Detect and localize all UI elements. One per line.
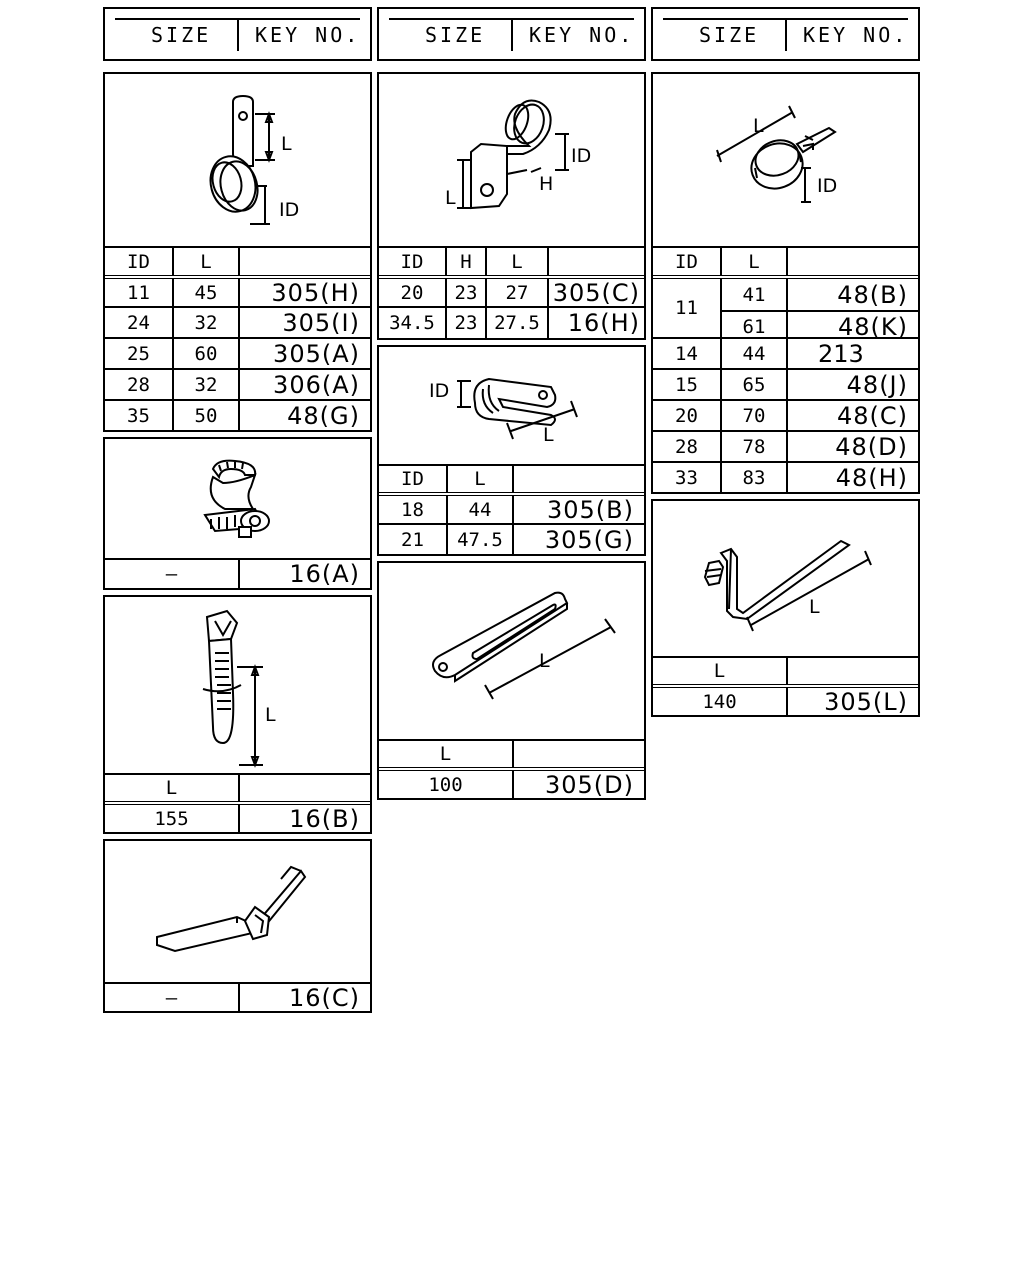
col-header-key bbox=[786, 658, 918, 684]
col-header-l: L bbox=[165, 777, 178, 799]
dim-label-id: ID bbox=[571, 145, 592, 167]
clip-a-panel bbox=[103, 437, 372, 590]
cell-l: 61 bbox=[720, 310, 786, 341]
cell-id: 21 bbox=[401, 528, 424, 551]
cell-id: 28 bbox=[675, 435, 698, 458]
col-header-id: ID bbox=[400, 250, 424, 273]
lclip-panel bbox=[651, 499, 920, 717]
dim-label-l: L bbox=[281, 133, 292, 155]
dim-label-l: L bbox=[445, 187, 456, 209]
cell-key: 48(H) bbox=[786, 463, 918, 492]
table-header-row bbox=[379, 739, 644, 767]
dim-label-l: L bbox=[539, 650, 550, 672]
cell-l: 41 bbox=[720, 279, 786, 310]
cell-key: 305(H) bbox=[238, 279, 370, 306]
uclip-panel bbox=[377, 345, 646, 556]
table-row bbox=[653, 684, 918, 715]
cell-key: 16(H) bbox=[547, 308, 644, 338]
cell-h: 23 bbox=[445, 279, 485, 306]
clip-c-drawing bbox=[105, 841, 370, 982]
cell-id: 20 bbox=[675, 404, 698, 427]
table-row bbox=[653, 399, 918, 430]
header-key-label: KEY NO. bbox=[255, 23, 361, 47]
col-header-key bbox=[238, 248, 370, 275]
cell-id: 25 bbox=[127, 342, 150, 365]
header-size-label: SIZE bbox=[151, 23, 212, 47]
cell-key: 16(A) bbox=[238, 560, 370, 588]
cell-key: 305(D) bbox=[512, 771, 644, 798]
cell-l: 78 bbox=[720, 432, 786, 461]
dim-label-l: L bbox=[265, 704, 276, 726]
cell-key: 48(G) bbox=[238, 401, 370, 430]
table-header-row bbox=[653, 246, 918, 275]
table-row bbox=[105, 982, 370, 1011]
cell-id: 35 bbox=[127, 404, 150, 427]
cell-l: 65 bbox=[720, 370, 786, 399]
table-row bbox=[105, 275, 370, 306]
header-size-key-1 bbox=[103, 7, 372, 61]
clamp-id-panel bbox=[103, 72, 372, 432]
table-row bbox=[105, 801, 370, 832]
uclip-drawing bbox=[379, 347, 644, 464]
cell-key: 48(J) bbox=[786, 370, 918, 399]
cell-id: 11 bbox=[127, 281, 150, 304]
table-row bbox=[379, 275, 644, 306]
cell-l: 47.5 bbox=[446, 525, 512, 554]
cell-l: 32 bbox=[172, 308, 238, 337]
cell-l: 32 bbox=[172, 370, 238, 399]
cell-id: 20 bbox=[400, 281, 424, 304]
table-row bbox=[105, 558, 370, 588]
strap-drawing bbox=[379, 563, 644, 739]
bracket-panel bbox=[377, 72, 646, 340]
cell-h: 23 bbox=[445, 308, 485, 338]
dim-label-l: L bbox=[809, 596, 820, 618]
table-row bbox=[105, 368, 370, 399]
cell-key: 48(D) bbox=[786, 432, 918, 461]
col-header-l: L bbox=[172, 248, 238, 275]
clamp-drawing bbox=[105, 74, 370, 246]
table-row bbox=[653, 337, 918, 368]
band-drawing bbox=[653, 74, 918, 246]
dim-label-id: ID bbox=[429, 380, 450, 402]
cell-l: 155 bbox=[154, 807, 189, 830]
col-header-key bbox=[238, 775, 370, 801]
cell-id: 18 bbox=[401, 498, 424, 521]
col-header-l: L bbox=[485, 248, 547, 275]
cell-l: 100 bbox=[428, 773, 463, 796]
table-row bbox=[379, 306, 644, 338]
table-row bbox=[653, 461, 918, 492]
table-row bbox=[379, 492, 644, 523]
cell-l: 140 bbox=[702, 690, 737, 713]
cell-key: 305(B) bbox=[512, 496, 644, 523]
cell-key: 305(C) bbox=[547, 279, 644, 306]
cell-l: 50 bbox=[172, 401, 238, 430]
col-header-h: H bbox=[445, 248, 485, 275]
table-header-row bbox=[379, 246, 644, 275]
table-row-group bbox=[653, 275, 918, 341]
cell-key: 305(L) bbox=[786, 688, 918, 715]
col-header-l: L bbox=[446, 466, 512, 492]
col-header-key bbox=[786, 248, 918, 275]
cell-key: 48(B) bbox=[786, 279, 918, 310]
table-row bbox=[105, 306, 370, 337]
table-row bbox=[105, 337, 370, 368]
cell-l: 27 bbox=[485, 279, 547, 306]
clip-c-panel bbox=[103, 839, 372, 1013]
cell-size: — bbox=[165, 563, 178, 585]
cell-l: 60 bbox=[172, 339, 238, 368]
table-row bbox=[653, 368, 918, 399]
col-header-id: ID bbox=[401, 468, 424, 490]
cell-l: 44 bbox=[446, 496, 512, 523]
dim-label-id: ID bbox=[279, 199, 300, 221]
header-size-key-3 bbox=[651, 7, 920, 61]
band-panel bbox=[651, 72, 920, 494]
cell-id: 24 bbox=[127, 311, 150, 334]
bracket-drawing bbox=[379, 74, 644, 246]
cell-l: 44 bbox=[720, 339, 786, 368]
cell-key: 213 bbox=[786, 339, 918, 368]
cell-key: 48(C) bbox=[786, 401, 918, 430]
cell-key: 305(A) bbox=[238, 339, 370, 368]
cell-id: 15 bbox=[675, 373, 698, 396]
lclip-drawing bbox=[653, 501, 918, 656]
cell-l: 70 bbox=[720, 401, 786, 430]
table-header-row bbox=[653, 656, 918, 684]
cell-id: 14 bbox=[675, 342, 698, 365]
cell-key: 306(A) bbox=[238, 370, 370, 399]
cell-key: 48(K) bbox=[786, 310, 918, 341]
col-header-id: ID bbox=[127, 250, 150, 273]
table-header-row bbox=[105, 246, 370, 275]
col-header-l: L bbox=[713, 660, 726, 682]
cell-key: 16(C) bbox=[238, 984, 370, 1011]
cell-key: 16(B) bbox=[238, 805, 370, 832]
col-header-key bbox=[547, 248, 644, 275]
table-row bbox=[379, 523, 644, 554]
strap-panel bbox=[377, 561, 646, 800]
dim-label-id: ID bbox=[817, 175, 838, 197]
dim-label-l: L bbox=[543, 424, 554, 446]
cell-id: 28 bbox=[127, 373, 150, 396]
tie-b-drawing bbox=[105, 597, 370, 773]
table-row bbox=[653, 430, 918, 461]
col-header-key bbox=[512, 466, 644, 492]
header-size-label: SIZE bbox=[425, 23, 486, 47]
cell-id: 34.5 bbox=[389, 312, 435, 334]
cell-l: 45 bbox=[172, 279, 238, 306]
cell-size: — bbox=[165, 986, 178, 1009]
header-size-label: SIZE bbox=[699, 23, 760, 47]
cell-key: 305(I) bbox=[238, 308, 370, 337]
cell-key: 305(G) bbox=[512, 525, 644, 554]
header-key-label: KEY NO. bbox=[803, 23, 909, 47]
col-header-key bbox=[512, 741, 644, 767]
dim-label-l: L bbox=[753, 115, 764, 137]
col-header-l: L bbox=[720, 248, 786, 275]
cell-id: 11 bbox=[675, 297, 698, 319]
col-header-l: L bbox=[439, 743, 452, 765]
table-row bbox=[379, 767, 644, 798]
header-key-label: KEY NO. bbox=[529, 23, 635, 47]
col-header-id: ID bbox=[675, 250, 698, 273]
table-header-row bbox=[379, 464, 644, 492]
clip-a-drawing bbox=[105, 439, 370, 558]
tie-b-panel bbox=[103, 595, 372, 834]
table-row bbox=[105, 399, 370, 430]
table-header-row bbox=[105, 773, 370, 801]
cell-l: 27.5 bbox=[485, 308, 547, 338]
dim-label-h: H bbox=[539, 173, 554, 195]
header-size-key-2 bbox=[377, 7, 646, 61]
cell-l: 83 bbox=[720, 463, 786, 492]
cell-id: 33 bbox=[675, 466, 698, 489]
